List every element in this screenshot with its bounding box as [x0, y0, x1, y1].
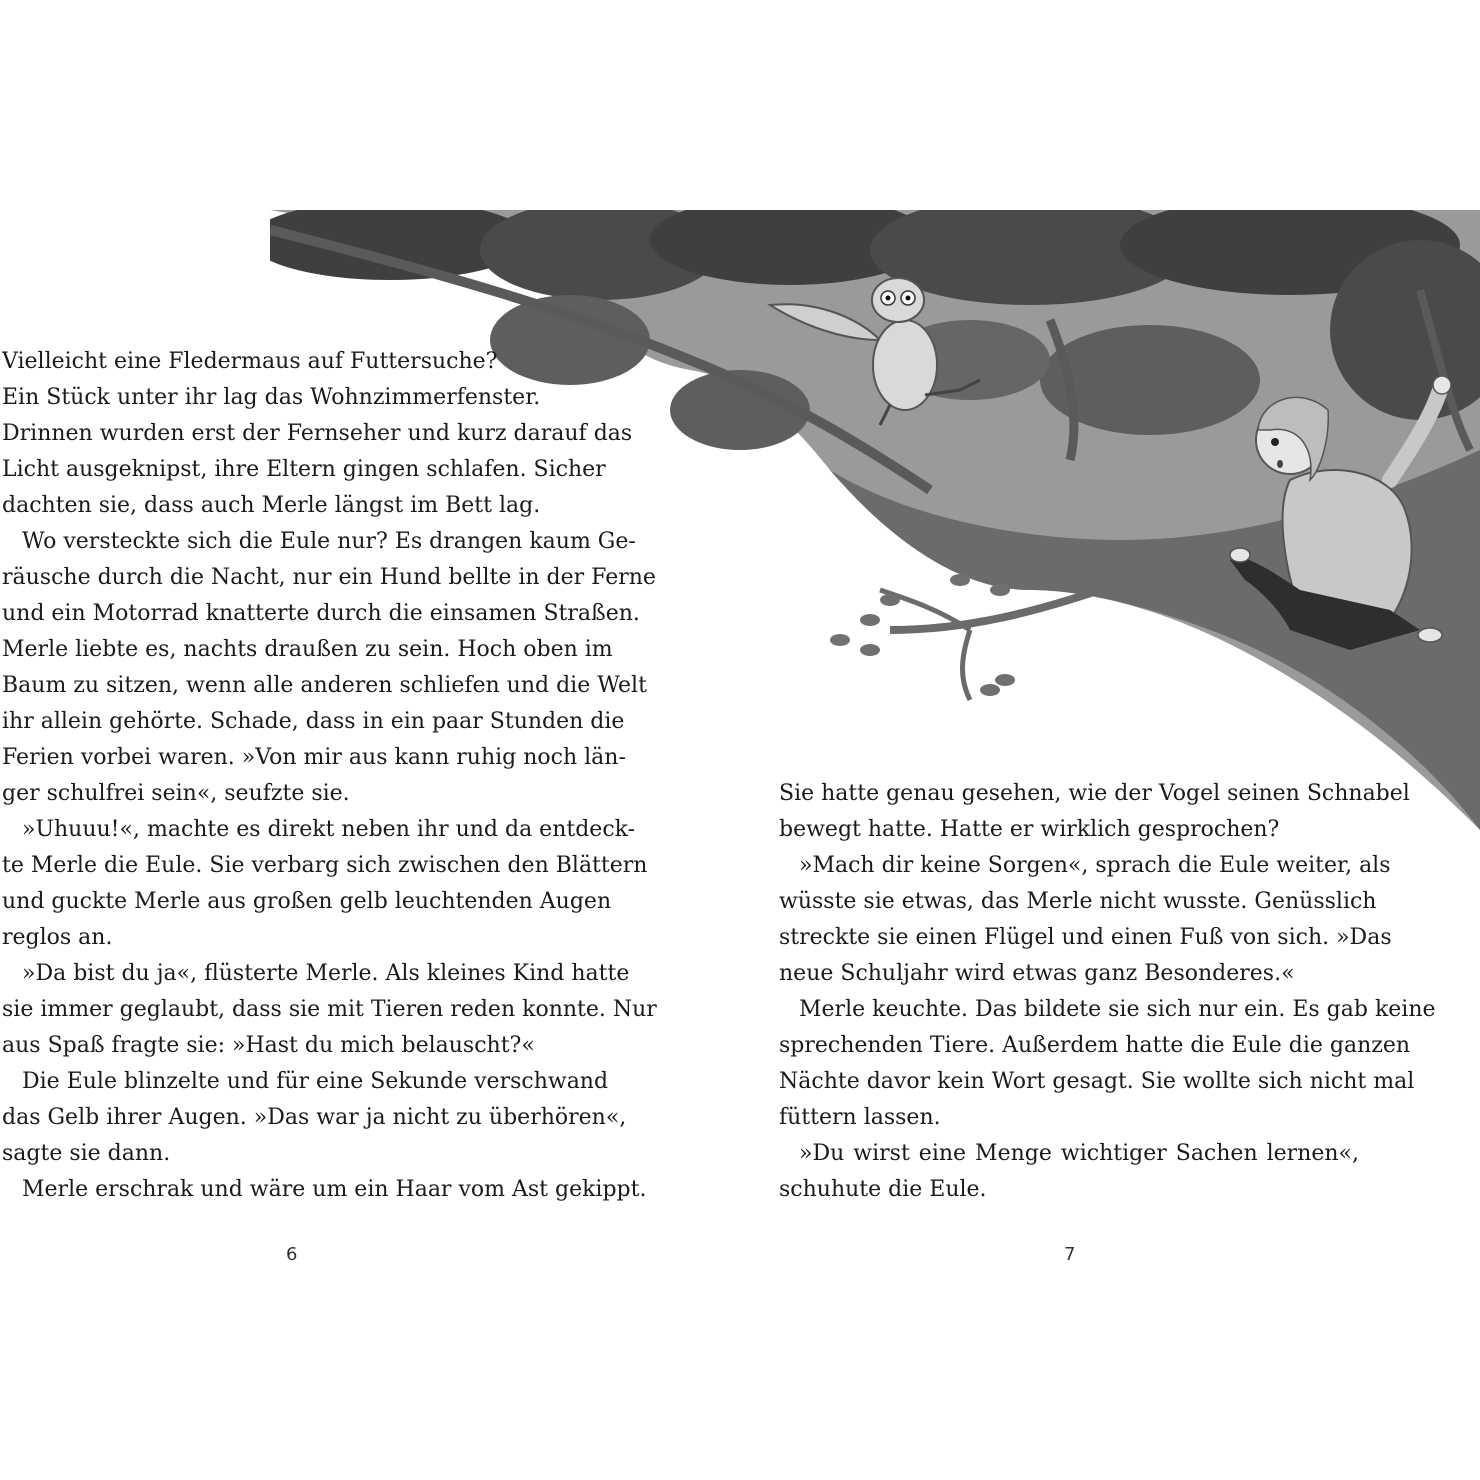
- small-leaf: [990, 584, 1010, 596]
- right-page-text: [779, 776, 1436, 1208]
- text-line: streckte sie einen Flügel und einen Fuß von sich. »Das: [779, 925, 1392, 950]
- small-leaf: [980, 684, 1000, 696]
- text-line: Merle erschrak und wäre um ein Haar vom Ast gekippt.: [22, 1177, 647, 1202]
- page-number-left: 6: [286, 1244, 298, 1265]
- text-line: Die Eule blinzelte und für eine Sekunde verschwand: [22, 1069, 609, 1094]
- owl-pupil: [886, 296, 891, 301]
- text-line: wüsste sie etwas, das Merle nicht wusste. Genüsslich: [779, 889, 1377, 914]
- text-line: Nächte davor kein Wort gesagt. Sie wollte sich nicht mal: [779, 1069, 1415, 1094]
- owl-pupil: [906, 296, 911, 301]
- text-line: Baum zu sitzen, wenn alle anderen schliefen und die Welt: [2, 673, 647, 698]
- text-line: Merle keuchte. Das bildete sie sich nur ein. Es gab keine: [799, 997, 1436, 1022]
- text-line: Sie hatte genau gesehen, wie der Vogel seinen Schnabel: [779, 781, 1410, 806]
- text-line: räusche durch die Nacht, nur ein Hund bellte in der Ferne: [2, 565, 656, 590]
- text-line: Wo versteckte sich die Eule nur? Es drangen kaum Ge-: [22, 529, 636, 554]
- side-branch: [890, 590, 1100, 630]
- text-line: »Du wirst eine Menge wichtiger Sachen lernen«,: [799, 1141, 1359, 1166]
- text-line: Merle liebte es, nachts draußen zu sein. Hoch oben im: [2, 637, 613, 662]
- girl-eye: [1271, 438, 1279, 446]
- small-leaves: [830, 574, 1015, 696]
- text-line: das Gelb ihrer Augen. »Das war ja nicht zu überhören«,: [2, 1105, 627, 1130]
- small-leaf: [860, 614, 880, 626]
- small-leaf: [995, 674, 1015, 686]
- text-line: schuhute die Eule.: [779, 1177, 987, 1202]
- side-branch: [963, 630, 971, 700]
- text-line: te Merle die Eule. Sie verbarg sich zwischen den Blättern: [2, 853, 648, 878]
- owl-body: [873, 320, 937, 410]
- text-line: bewegt hatte. Hatte er wirklich gesprochen?: [779, 817, 1280, 842]
- text-line: dachten sie, dass auch Merle längst im Bett lag.: [2, 493, 541, 518]
- text-line: »Uhuuu!«, machte es direkt neben ihr und da entdeck-: [22, 817, 636, 842]
- text-line: reglos an.: [2, 925, 113, 950]
- text-line: sprechenden Tiere. Außerdem hatte die Eule die ganzen: [779, 1033, 1411, 1058]
- text-line: Ein Stück unter ihr lag das Wohnzimmerfenster.: [2, 385, 541, 410]
- text-line: Drinnen wurden erst der Fernseher und kurz darauf das: [2, 421, 633, 446]
- text-line: sagte sie dann.: [2, 1141, 171, 1166]
- small-leaf: [880, 594, 900, 606]
- page-number-right: 7: [1064, 1244, 1076, 1265]
- text-line: und ein Motorrad knatterte durch die einsamen Straßen.: [2, 601, 640, 626]
- text-line: Vielleicht eine Fledermaus auf Futtersuche?: [2, 349, 498, 374]
- left-page-text: [2, 344, 657, 1208]
- text-line: aus Spaß fragte sie: »Hast du mich belauscht?«: [2, 1033, 535, 1058]
- small-leaf: [860, 644, 880, 656]
- text-line: ihr allein gehörte. Schade, dass in ein paar Stunden die: [2, 709, 625, 734]
- text-line: Ferien vorbei waren. »Von mir aus kann ruhig noch län-: [2, 745, 626, 770]
- girl-hand: [1433, 376, 1451, 394]
- girl-mouth: [1277, 460, 1283, 468]
- girl-foot: [1418, 628, 1442, 642]
- small-leaf: [950, 574, 970, 586]
- text-line: sie immer geglaubt, dass sie mit Tieren reden konnte. Nur: [2, 997, 657, 1022]
- small-leaf: [830, 634, 850, 646]
- text-line: und guckte Merle aus großen gelb leuchtenden Augen: [2, 889, 612, 914]
- girl-foot: [1230, 548, 1250, 562]
- text-line: ger schulfrei sein«, seufzte sie.: [2, 781, 350, 806]
- owl-head: [872, 278, 924, 322]
- text-line: Licht ausgeknipst, ihre Eltern gingen schlafen. Sicher: [2, 457, 606, 482]
- text-line: »Mach dir keine Sorgen«, sprach die Eule weiter, als: [799, 853, 1391, 878]
- text-line: neue Schuljahr wird etwas ganz Besonderes.«: [779, 961, 1295, 986]
- text-line: füttern lassen.: [779, 1105, 941, 1130]
- text-line: »Da bist du ja«, flüsterte Merle. Als kleines Kind hatte: [22, 961, 630, 986]
